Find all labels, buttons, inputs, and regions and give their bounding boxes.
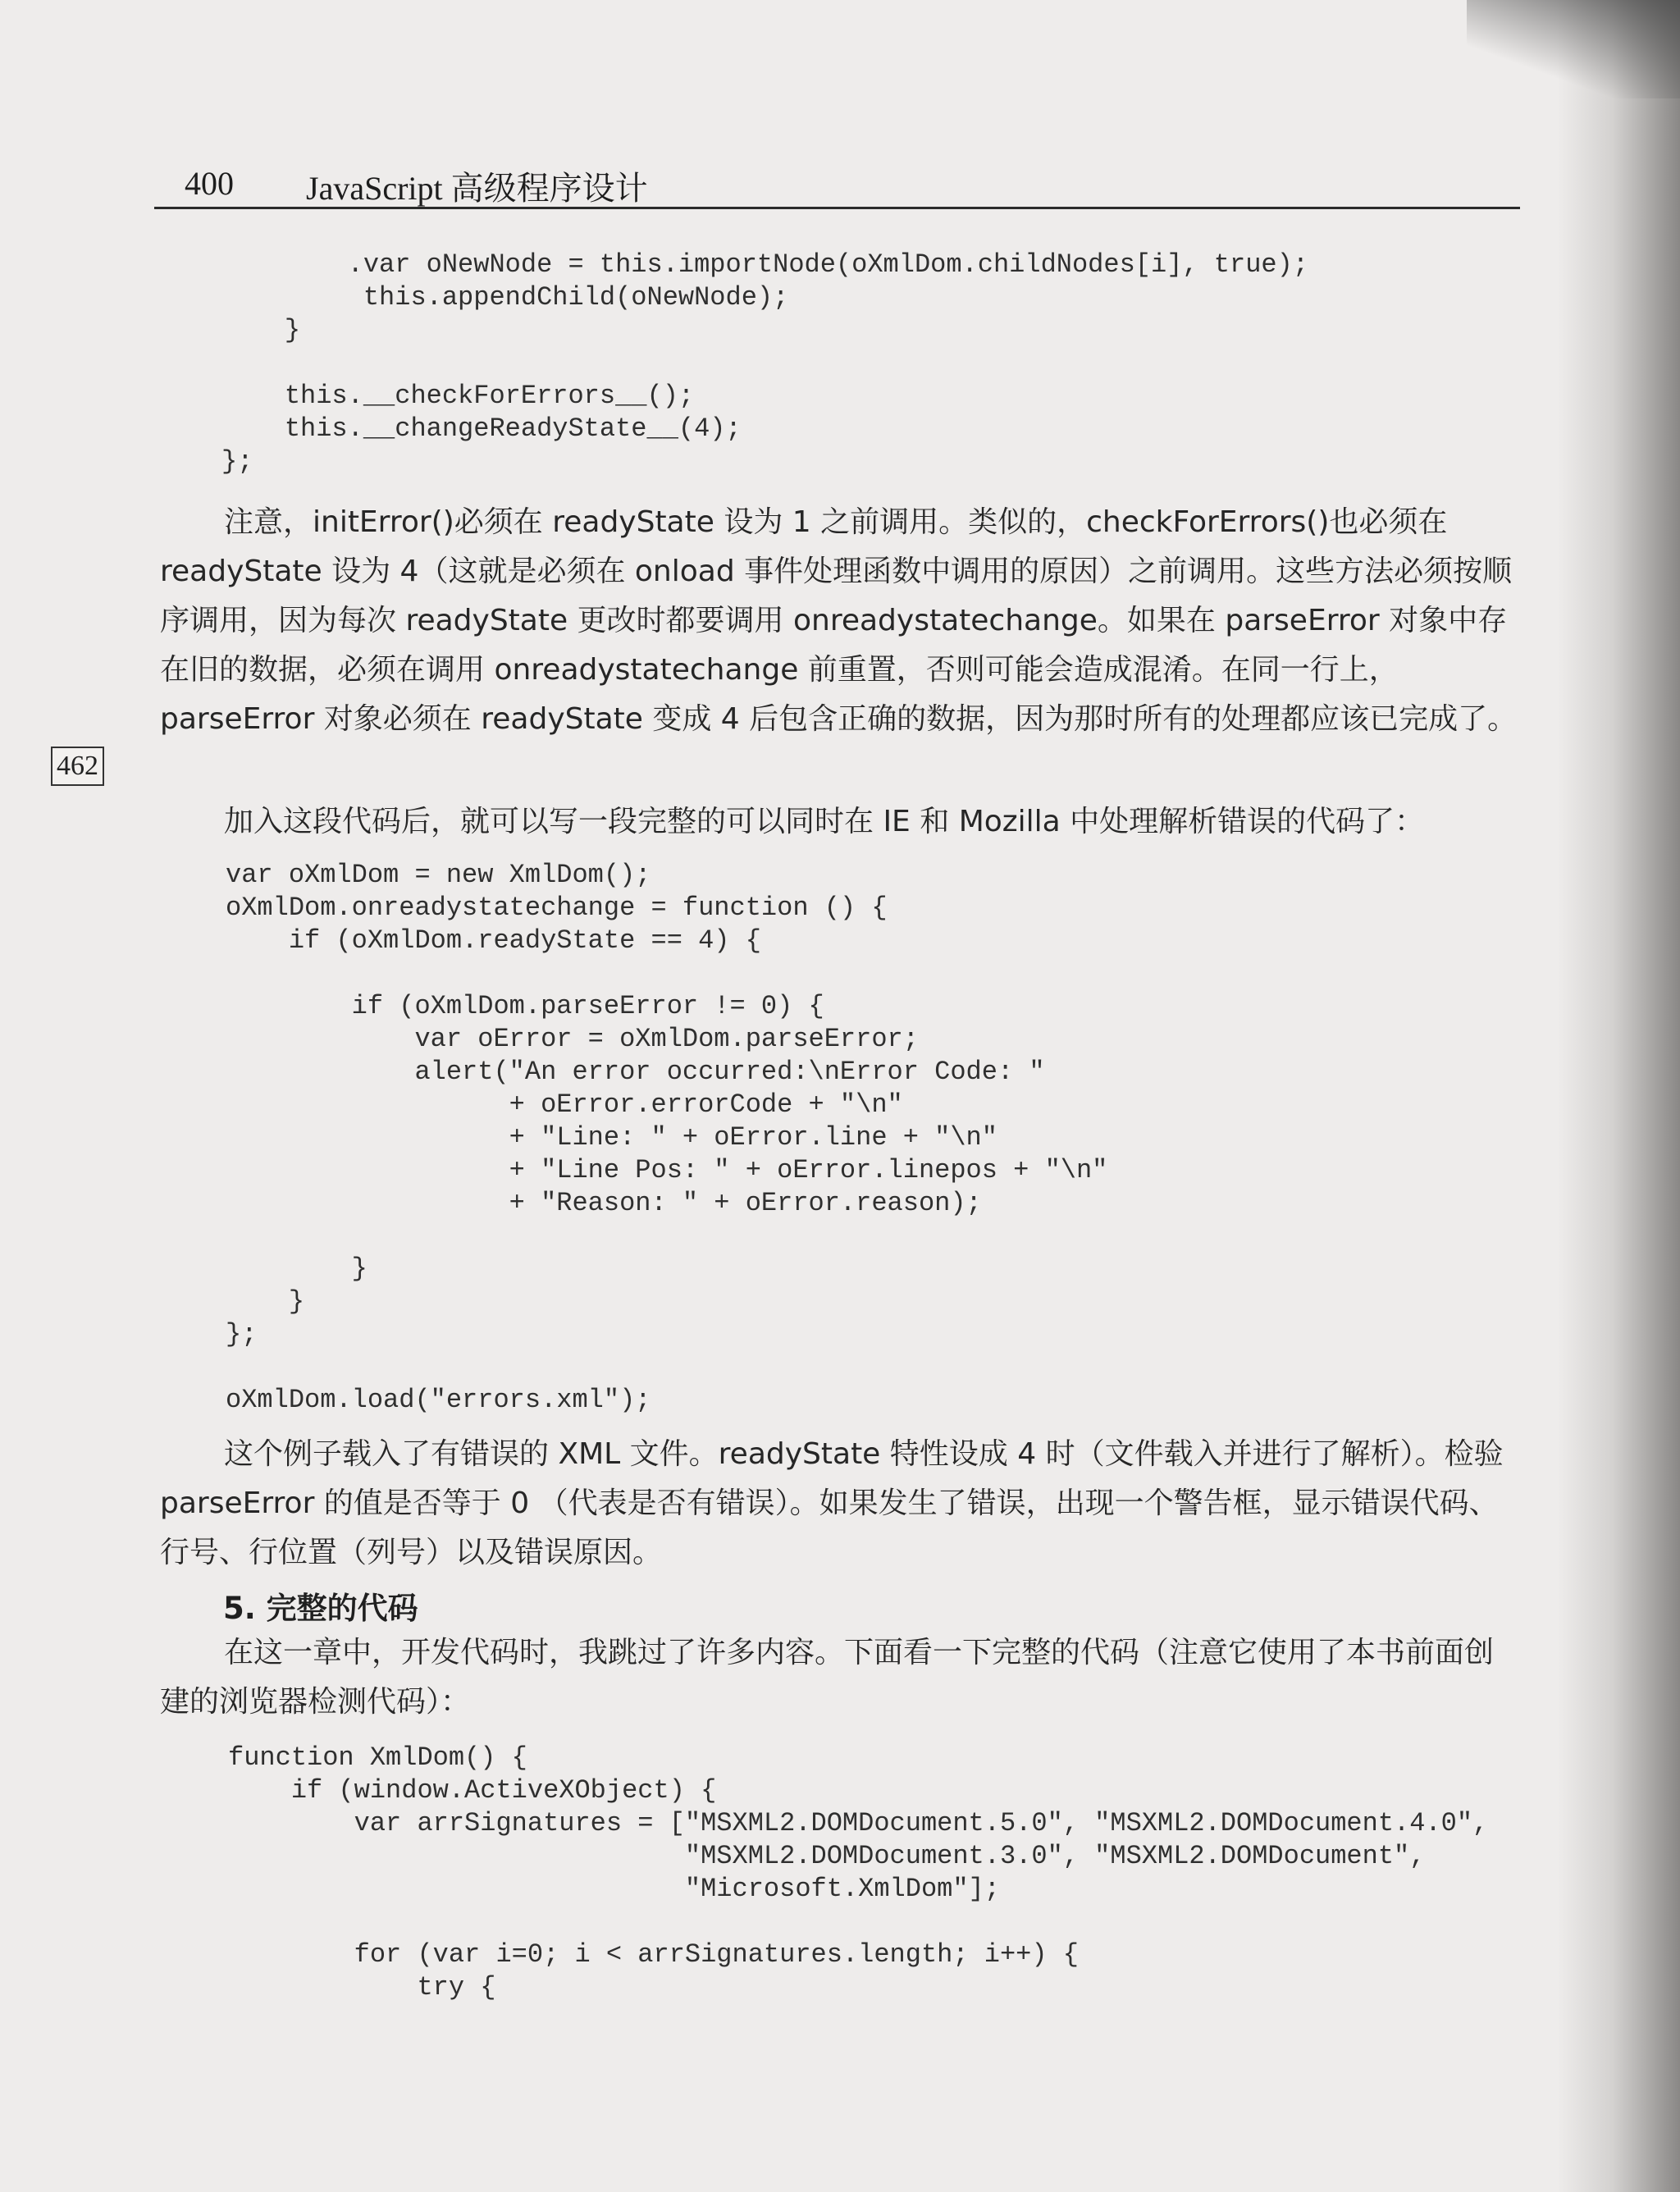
margin-page-reference: 462 <box>51 747 104 786</box>
paragraph-text: 加入这段代码后，就可以写一段完整的可以同时在 IE 和 Mozilla 中处理解析错误的代码了： <box>224 805 1425 838</box>
paragraph-text: 在这一章中，开发代码时，我跳过了许多内容。下面看一下完整的代码（注意它使用了本书前面创建的浏览器检测代码）： <box>160 1636 1495 1719</box>
running-header <box>185 161 1522 210</box>
paragraph-text: 注意，initError()必须在 readyState 设为 1 之前调用。类似的，checkForErrors()也必须在 readyState 设为 4（这就是必须在 onload 事件处理函数中调用的原因）之前调用。这些方法必须按顺序调用，因为每次 readyState 更改时都要调用 onreadystatechange。如果在 parseError 对象中存在旧的数据，必须在调用 onreadystatechange 前重置，否则可能会造成混淆。在同一行上，parseError 对象必须在 readyState 变成 4 后包含正确的数据，因为那时所有的处理都应该已完成了。 <box>160 505 1518 736</box>
paragraph-text: 这个例子载入了有错误的 XML 文件。readyState 特性设成 4 时（文件载入并进行了解析）。检验 parseError 的值是否等于 0 （代表是否有错误）。如果发生了错误，出现一个警告框，显示错误代码、行号、行位置（列号）以及错误原因。 <box>160 1437 1504 1569</box>
code-block-import-node: .var oNewNode = this.importNode(oXmlDom.childNodes[i], true); this.appendChild(oNewNode); } this.__checkForErrors__(); this.__changeReadyState__(4); }; <box>221 249 1309 477</box>
paragraph-example-explanation <box>160 1430 1522 1578</box>
header-rule <box>154 207 1520 209</box>
page-number: 400 <box>185 165 234 202</box>
page-edge-shadow <box>1557 0 1680 2192</box>
page-corner-shadow <box>1467 0 1680 98</box>
paragraph-complete-code-intro <box>160 1628 1522 1727</box>
paragraph-add-code <box>160 797 1522 847</box>
code-block-xmldom-function: function XmlDom() { if (window.ActiveXObject) { var arrSignatures = ["MSXML2.DOMDocument.5.0", "MSXML2.DOMDocument.4.0", "MSXML2.DOMDocument.3.0", "MSXML2.DOMDocument", "Microsoft.XmlDom"]; for (var i=0; i < arrSignatures.length; i++) { try { <box>228 1742 1489 2002</box>
book-title: JavaScript 高级程序设计 <box>306 170 648 207</box>
section-heading: 5. 完整的代码 <box>223 1591 418 1626</box>
code-block-parse-error: var oXmlDom = new XmlDom(); oXmlDom.onreadystatechange = function () { if (oXmlDom.readyState == 4) { if (oXmlDom.parseError != 0) { var oError = oXmlDom.parseError; alert("An error occurred:\nError Code: " + oError.errorCode + "\n" + "Line: " + oError.line + "\n" + "Line Pos: " + oError.linepos + "\n" + "Reason: " + oError.reason); } } }; oXmlDom.load("errors.xml"); <box>226 860 1108 1415</box>
paragraph-ready-state-note <box>160 498 1522 744</box>
